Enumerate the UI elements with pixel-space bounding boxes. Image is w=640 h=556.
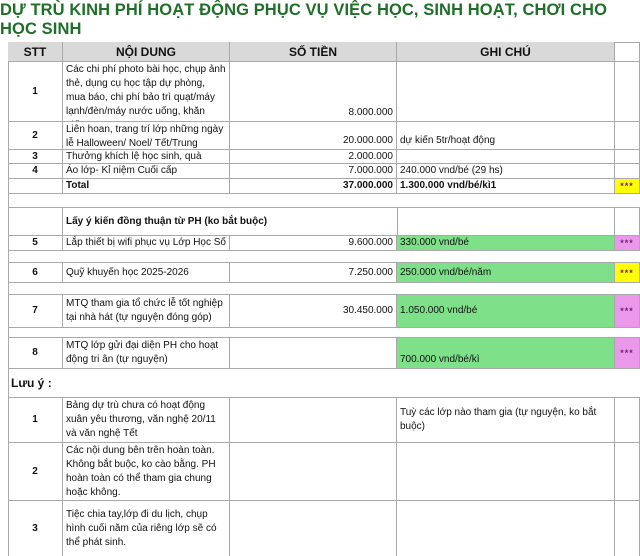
empty-cell[interactable] [615, 164, 640, 179]
header-amount[interactable]: SỐ TIỀN [230, 42, 397, 62]
empty-cell[interactable] [8, 208, 63, 236]
total-amount[interactable]: 37.000.000 [230, 179, 397, 194]
note-1-stt[interactable]: 1 [8, 398, 63, 443]
row-4-stt[interactable]: 4 [8, 164, 63, 179]
row-8-note[interactable]: 700.000 vnd/bé/kì [397, 338, 615, 369]
row-5-marker[interactable]: *** [615, 236, 640, 251]
note-3-note[interactable] [397, 501, 615, 556]
row-4-content[interactable]: Áo lớp- Kỉ niệm Cuối cấp [63, 164, 230, 179]
row-5-stt[interactable]: 5 [8, 236, 63, 251]
total-label[interactable]: Total [63, 179, 230, 194]
row-5-content[interactable]: Lắp thiết bị wifi phục vụ Lớp Học Số [63, 236, 230, 251]
row-7-amount[interactable]: 30.450.000 [230, 295, 397, 328]
empty-cell[interactable] [230, 398, 397, 443]
row-2-stt[interactable]: 2 [8, 122, 63, 150]
row-1-content[interactable]: Các chi phí photo bài học, chụp ảnh thẻ, dụng cụ học tập dự phòng, mua báo, chi phí bảo trì quạt/máy lạnh/đèn/máy nước uống, khăn [63, 62, 230, 122]
row-1-note[interactable] [397, 62, 615, 122]
row-1-stt[interactable]: 1 [8, 62, 63, 122]
spacer-row [8, 283, 640, 295]
row-2-note[interactable]: dự kiến 5tr/hoạt động [397, 122, 615, 150]
empty-cell[interactable] [615, 443, 640, 501]
empty-cell[interactable] [230, 501, 397, 556]
note-3-content[interactable]: Tiệc chia tay,lớp đi du lịch, chụp hình cuối năm của riêng lớp sẽ có thể phát sinh. [63, 501, 230, 556]
empty-cell[interactable] [615, 208, 640, 236]
note-1-content[interactable]: Bảng dự trù chưa có hoạt động xuân yêu thương, văn nghệ 20/11 và văn nghệ Tết [63, 398, 230, 443]
row-7-note[interactable]: 1.050.000 vnd/bé [397, 295, 615, 328]
row-5-note[interactable]: 330.000 vnd/bé [397, 236, 615, 251]
spacer-row [8, 251, 640, 263]
row-6-amount[interactable]: 7.250.000 [230, 263, 397, 283]
row-6-marker[interactable]: *** [615, 263, 640, 283]
row-8-stt[interactable]: 8 [8, 338, 63, 369]
note-3-stt[interactable]: 3 [8, 501, 63, 556]
row-8-content[interactable]: MTQ lớp gửi đại diện PH cho hoạt động tri ân (tự nguyện) [63, 338, 230, 369]
note-2-note[interactable] [397, 443, 615, 501]
note-1-note[interactable]: Tuỳ các lớp nào tham gia (tự nguyện, ko bắt buộc) [397, 398, 615, 443]
row-3-content[interactable]: Thưởng khích lệ học sinh, quà [63, 150, 230, 164]
total-marker[interactable]: *** [615, 179, 640, 194]
empty-cell[interactable] [615, 42, 640, 62]
row-5-amount[interactable]: 9.600.000 [230, 236, 397, 251]
row-2-amount[interactable]: 20.000.000 [230, 122, 397, 150]
row-6-content[interactable]: Quỹ khuyến học 2025-2026 [63, 263, 230, 283]
header-stt[interactable]: STT [8, 42, 63, 62]
spacer-row [8, 194, 640, 208]
section-label[interactable]: Lấy ý kiến đồng thuận từ PH (ko bắt buộc) [63, 208, 397, 236]
row-6-note[interactable]: 250.000 vnd/bé/năm [397, 263, 615, 283]
page-title: DỰ TRÙ KINH PHÍ HOẠT ĐỘNG PHỤC VỤ VIỆC HỌC, SINH HOẠT, CHƠI CHO HỌC SINH [0, 1, 608, 38]
row-6-stt[interactable]: 6 [8, 263, 63, 283]
empty-cell[interactable] [615, 122, 640, 150]
empty-cell[interactable] [615, 62, 640, 122]
empty-cell[interactable] [615, 501, 640, 556]
row-8-amount[interactable] [230, 338, 397, 369]
empty-cell[interactable] [397, 208, 615, 236]
row-4-note[interactable]: 240.000 vnd/bé (29 hs) [397, 164, 615, 179]
row-7-stt[interactable]: 7 [8, 295, 63, 328]
total-note[interactable]: 1.300.000 vnd/bé/kì1 [397, 179, 615, 194]
header-content[interactable]: NỘI DUNG [63, 42, 230, 62]
row-2-content[interactable]: Liên hoan, trang trí lớp những ngày lễ Halloween/ Noel/ Tết/Trung [63, 122, 230, 150]
notes-title[interactable]: Lưu ý : [8, 369, 640, 398]
header-note[interactable]: GHI CHÚ [397, 42, 615, 62]
row-4-amount[interactable]: 7.000.000 [230, 164, 397, 179]
empty-cell[interactable] [8, 179, 63, 194]
empty-cell[interactable] [230, 443, 397, 501]
note-2-stt[interactable]: 2 [8, 443, 63, 501]
row-7-content[interactable]: MTQ tham gia tổ chức lễ tốt nghiệp tại nhà hát (tự nguyện đóng góp) [63, 295, 230, 328]
row-8-marker[interactable]: *** [615, 338, 640, 369]
row-3-note[interactable] [397, 150, 615, 164]
empty-cell[interactable] [615, 150, 640, 164]
empty-cell[interactable] [615, 398, 640, 443]
row-7-marker[interactable]: *** [615, 295, 640, 328]
note-2-content[interactable]: Các nội dung bên trên hoàn toàn. Không bắt buộc, ko cào bằng. PH hoàn toàn có thể tham gia chung hoặc không. [63, 443, 230, 501]
row-3-stt[interactable]: 3 [8, 150, 63, 164]
spacer-row [8, 328, 640, 338]
row-1-amount[interactable]: 8.000.000 [230, 62, 397, 122]
row-3-amount[interactable]: 2.000.000 [230, 150, 397, 164]
